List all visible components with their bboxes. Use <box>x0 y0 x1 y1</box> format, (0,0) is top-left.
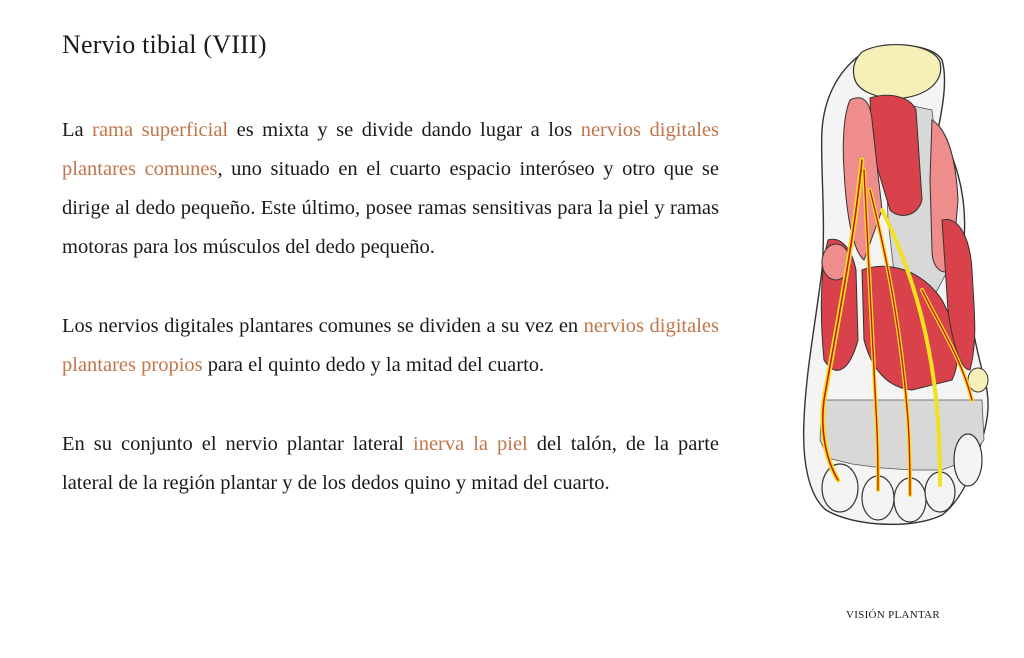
sesamoid-bone <box>968 368 988 392</box>
body-text <box>62 111 719 543</box>
text-run: Los nervios digitales plantares comunes se dividen a su vez en <box>62 315 584 337</box>
text-run: En su conjunto el nervio plantar lateral <box>62 433 413 455</box>
text-run: La <box>62 119 93 141</box>
figure-caption: VISIÓN PLANTAR <box>845 609 941 621</box>
text-run: , uno situado en el cuarto espacio interóseo y otro que se dirige al dedo pequeño. Este último, posee ramas sensitivas para la piel y ramas motoras para los músculos del dedo pequeño. <box>62 158 719 258</box>
paragraph-3 <box>62 425 719 503</box>
toe-5 <box>822 464 858 512</box>
foot-plantar-anatomy-illustration <box>792 40 1004 530</box>
highlight-nervios-digitales-propios: nervios digitales plantares propios <box>62 315 719 376</box>
highlight-rama-superficial: rama superficial <box>92 119 229 141</box>
paragraph-1 <box>62 111 719 267</box>
paragraph-2 <box>62 307 719 385</box>
text-run: del talón, de la parte lateral de la región plantar y de los dedos quino y mitad del cuarto. <box>62 433 719 494</box>
text-run: para el quinto dedo y la mitad del cuarto. <box>202 354 545 376</box>
toe-1 <box>954 434 982 486</box>
foot-illustration-svg <box>792 40 1004 530</box>
highlight-nervios-digitales-comunes: nervios digitales plantares comunes <box>62 119 719 180</box>
page-title: Nervio tibial (VIII) <box>62 30 267 59</box>
highlight-inerva-la-piel: inerva la piel <box>413 433 528 455</box>
text-run: es mixta y se divide dando lugar a los <box>228 119 581 141</box>
calcaneus-bone <box>853 45 940 99</box>
